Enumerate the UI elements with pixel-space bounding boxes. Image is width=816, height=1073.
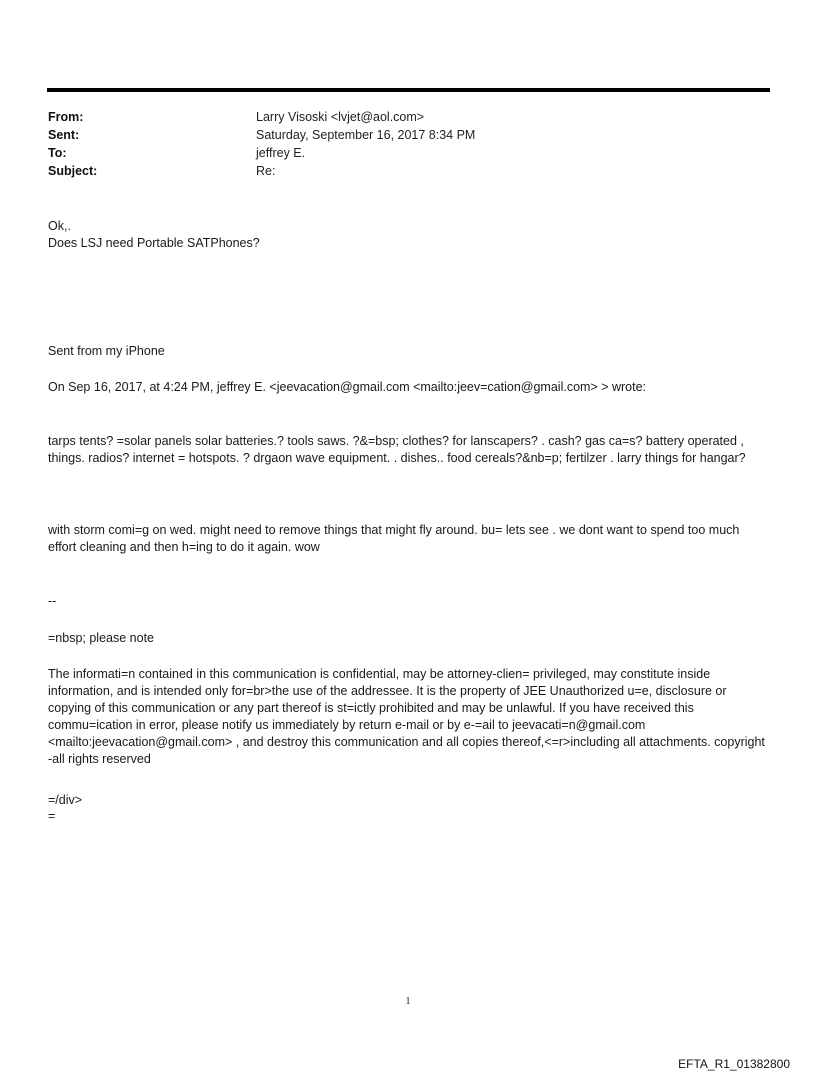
question: Does LSJ need Portable SATPhones?	[48, 236, 260, 250]
to-label: To:	[48, 146, 67, 160]
quote-intro: On Sep 16, 2017, at 4:24 PM, jeffrey E. <jeevacation@gmail.com <mailto:jeev=cation@gmail.com> > wrote:	[48, 380, 647, 394]
to-value: jeffrey E.	[256, 146, 306, 160]
from-row	[48, 108, 475, 126]
list-paragraph: tarps tents? =solar panels solar batteries.? tools saws. ?&=bsp; clothes? for lanscapers? . cash? gas ca=s? battery operated , things. radios? internet = hotspots. ? drgaon wave equipment. . dishes.. food cereals?&nb=p; fertilzer . larry things for hangar?	[48, 434, 746, 465]
email-header	[48, 108, 475, 180]
sent-value: Saturday, September 16, 2017 8:34 PM	[256, 128, 476, 142]
greeting: Ok,.	[48, 219, 71, 233]
sent-label: Sent:	[48, 128, 80, 142]
disclaimer: The informati=n contained in this communication is confidential, may be attorney-clien= privileged, may constitute inside information, and is intended only for=br>the use of the addressee. It is the property of JEE Unauthorized u=e, disclosure or copying of this communication or any part thereof is st=ictly prohibited and may be unlawful. If you have received this commu=ication in error, please notify us immediately by return e-mail or by e-=ail to jeevacati=n@gmail.com <mailto:jeevacation@gmail.com> , and destroy this communication and all copies thereof,<=r>including all attachments. copyright -all rights reserved	[48, 667, 765, 766]
subject-label: Subject:	[48, 164, 98, 178]
sent-row	[48, 126, 475, 144]
to-row	[48, 144, 475, 162]
top-rule	[47, 88, 770, 92]
signature: Sent from my iPhone	[48, 344, 165, 358]
storm-paragraph: with storm comi=g on wed. might need to remove things that might fly around. bu= lets see . we dont want to spend too much effort cleaning and then h=ing to do it again. wow	[48, 523, 740, 554]
subject-value: Re:	[256, 164, 276, 178]
document-id: EFTA_R1_01382800	[678, 1057, 790, 1071]
div-close: =/div>	[48, 793, 83, 807]
from-label: From:	[48, 110, 84, 124]
page-number: 1	[405, 996, 411, 1007]
dashes: --	[48, 594, 57, 608]
from-value: Larry Visoski <lvjet@aol.com>	[256, 110, 425, 124]
equals-sign: =	[48, 809, 56, 823]
nbsp-note: =nbsp; please note	[48, 631, 154, 645]
subject-row	[48, 162, 475, 180]
